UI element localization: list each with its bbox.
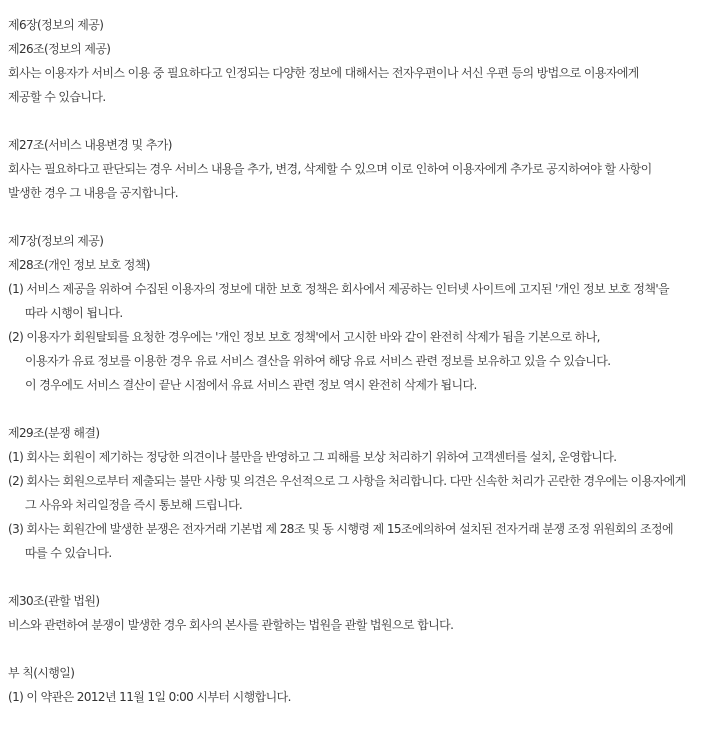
list-item-continuation: 이 경우에도 서비스 결산이 끝난 시점에서 유료 서비스 관련 정보 역시 완전히 삭제가 됩니다.: [25, 378, 477, 392]
list-item-continuation: 따를 수 있습니다.: [25, 546, 112, 560]
article-text: 회사는 이용자가 서비스 이용 중 필요하다고 인정되는 다양한 정보에 대해서는 전자우편이나 서신 우편 등의 방법으로 이용자에게: [8, 66, 639, 80]
article-title: 제30조(관할 법원): [8, 594, 100, 608]
spacer: [8, 637, 720, 661]
article-title: 부 칙(시행일): [8, 666, 75, 680]
list-item: (2) 이용자가 회원탈퇴를 요청한 경우에는 '개인 정보 보호 정책'에서 고시한 바와 같이 완전히 삭제가 됨을 기본으로 하나,: [8, 330, 600, 344]
spacer: [8, 109, 720, 133]
article-text: 제공할 수 있습니다.: [8, 90, 106, 104]
article-text: 회사는 필요하다고 판단되는 경우 서비스 내용을 추가, 변경, 삭제할 수 있으며 이로 인하여 이용자에게 추가로 공지하여야 할 사항이: [8, 162, 652, 176]
spacer: [8, 205, 720, 229]
list-item: (1) 회사는 회원이 제기하는 정당한 의견이나 불만을 반영하고 그 피해를 보상 처리하기 위하여 고객센터를 설치, 운영합니다.: [8, 450, 617, 464]
article-title: 제26조(정보의 제공): [8, 42, 111, 56]
list-item-continuation: 그 사유와 처리일정을 즉시 통보해 드립니다.: [25, 498, 243, 512]
list-item: (1) 서비스 제공을 위하여 수집된 이용자의 정보에 대한 보호 정책은 회사에서 제공하는 인터넷 사이트에 고지된 '개인 정보 보호 정책'을: [8, 282, 670, 296]
list-item-continuation: 이용자가 유료 정보를 이용한 경우 유료 서비스 결산을 위하여 해당 유료 서비스 관련 정보를 보유하고 있을 수 있습니다.: [25, 354, 611, 368]
spacer: [8, 565, 720, 589]
chapter-heading: 제6장(정보의 제공): [8, 18, 104, 32]
list-item: (3) 회사는 회원간에 발생한 분쟁은 전자거래 기본법 제 28조 및 동 시행령 제 15조에의하여 설치된 전자거래 분쟁 조정 위원회의 조정에: [8, 522, 674, 536]
list-item: (2) 회사는 회원으로부터 제출되는 불만 사항 및 의견은 우선적으로 그 사항을 처리합니다. 다만 신속한 처리가 곤란한 경우에는 이용자에게: [8, 474, 686, 488]
article-title: 제27조(서비스 내용변경 및 추가): [8, 138, 172, 152]
article-text: 발생한 경우 그 내용을 공지합니다.: [8, 186, 178, 200]
article-title: 제28조(개인 정보 보호 정책): [8, 258, 150, 272]
list-item: (1) 이 약관은 2012년 11월 1일 0:00 시부터 시행합니다.: [8, 690, 291, 704]
article-title: 제29조(분쟁 해결): [8, 426, 100, 440]
list-item-continuation: 따라 시행이 됩니다.: [25, 306, 123, 320]
chapter-heading: 제7장(정보의 제공): [8, 234, 104, 248]
spacer: [8, 397, 720, 421]
article-text: 비스와 관련하여 분쟁이 발생한 경우 회사의 본사를 관할하는 법원을 관할 법원으로 합니다.: [8, 618, 454, 632]
